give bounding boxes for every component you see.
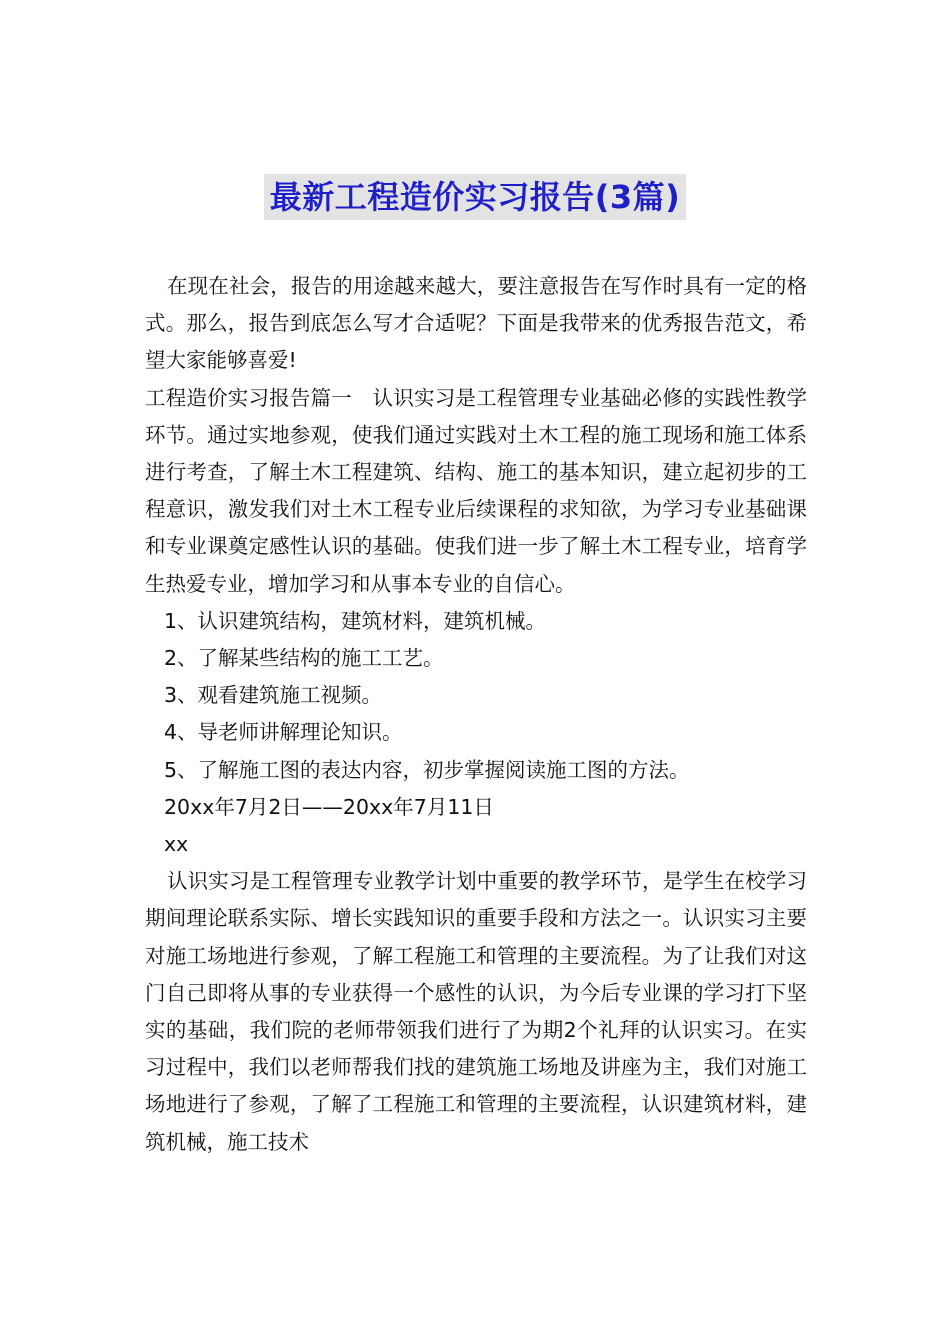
list-item: 1、认识建筑结构，建筑材料，建筑机械。 xyxy=(164,608,547,633)
list-item: 5、了解施工图的表达内容，初步掌握阅读施工图的方法。 xyxy=(164,757,690,782)
section2-paragraph: 认识实习是工程管理专业教学计划中重要的教学环节，是学生在校学习期间理论联系实际、增长实践知识的重要手段和方法之一。认识实习主要对施工场地进行参观，了解工程施工和管理的主要流程。为了让我们对这门自己即将从事的专业获得一个感性的认识，为今后专业课的学习打下坚实的基础，我们院的老师带领我们进行了为期2个礼拜的认识实习。在实习过程中，我们以老师帮我们找的建筑施工场地及讲座为主，我们对施工场地进行了参观，了解了工程施工和管理的主要流程，认识建筑材料，建筑机械，施工技术 xyxy=(145,869,807,1154)
intro-paragraph: 在现在社会，报告的用途越来越大，要注意报告在写作时具有一定的格式。那么，报告到底怎么写才合适呢？下面是我带来的优秀报告范文，希望大家能够喜爱! xyxy=(145,274,807,373)
title-container xyxy=(0,174,950,220)
document-body xyxy=(145,268,807,1161)
document-title: 最新工程造价实习报告(3篇) xyxy=(264,174,687,220)
date-range: 20xx年7月2日——20xx年7月11日 xyxy=(164,794,494,819)
list-item: 4、导老师讲解理论知识。 xyxy=(164,720,403,745)
list-item: 3、观看建筑施工视频。 xyxy=(164,683,383,708)
section1-paragraph: 工程造价实习报告篇一 认识实习是工程管理专业基础必修的实践性教学环节。通过实地参观，使我们通过实践对土木工程的施工现场和施工体系进行考查，了解土木工程建筑、结构、施工的基本知识，建立起初步的工程意识，激发我们对土木工程专业后续课程的求知欲，为学习专业基础课和专业课奠定感性认识的基础。使我们进一步了解土木工程专业，培育学生热爱专业，增加学习和从事本专业的自信心。 xyxy=(145,385,807,596)
objectives-list xyxy=(145,603,807,863)
list-item: 2、了解某些结构的施工工艺。 xyxy=(164,646,444,671)
location: xx xyxy=(164,832,189,857)
